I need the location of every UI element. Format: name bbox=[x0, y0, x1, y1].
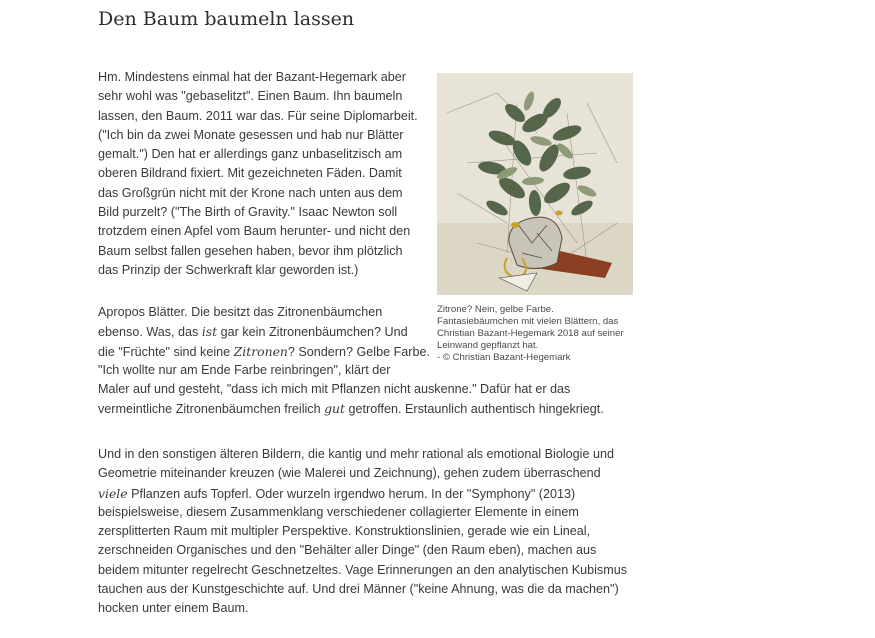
text-line: vermeintliche Zitronenbäumchen freilich gut getroffen. Erstaunlich authentisch hingekriegt. bbox=[98, 401, 604, 417]
text-line: beidem mitunter regelrecht Geschnetzeltes. Vage Erinnerungen an den analytischen Kubismus bbox=[98, 562, 628, 577]
text-line: Bild purzelt? ("The Birth of Gravity." Isaac Newton soll bbox=[98, 205, 398, 220]
paragraph-2 bbox=[98, 303, 604, 419]
article-heading: Den Baum baumeln lassen bbox=[98, 8, 355, 30]
caption-line: Leinwand gepflanzt hat. bbox=[437, 340, 539, 351]
text-line: zerschneiden Organisches und den "Behälter aller Dinge" (den Raum eben), machen aus bbox=[98, 543, 597, 558]
text-line: Hm. Mindestens einmal hat der Bazant-Hegemark aber bbox=[98, 70, 406, 84]
text-line: viele Pflanzen aufs Topferl. Oder wurzeln irgendwo herum. In der "Symphony" (2013) bbox=[98, 485, 576, 501]
text-line: ebenso. Was, das ist gar kein Zitronenbäumchen? Und bbox=[98, 324, 408, 340]
text-line: "Ich wollte nur am Ende Farbe reinbringen", klärt der bbox=[98, 362, 391, 377]
text-line: zersplitterten Raum mit multipler Perspektive. Konstruktionslinien, gerade wie ein Lineal, bbox=[98, 524, 591, 539]
text-line: die "Früchte" sind keine Zitronen? Sondern? Gelbe Farbe. bbox=[98, 343, 431, 359]
text-line: das Prinzip der Schwerkraft klar geworden ist.) bbox=[98, 262, 359, 277]
text-line: trotzdem einen Apfel vom Baum herunter- und nicht den bbox=[98, 224, 411, 239]
caption-credit: - © Christian Bazant-Hegemark bbox=[437, 352, 571, 363]
paragraph-1 bbox=[98, 68, 418, 280]
text-line: hocken unter einem Baum. bbox=[98, 601, 249, 616]
text-line: Maler auf und gesteht, "dass ich mich mit Pflanzen nicht auskenne." Dafür hat er das bbox=[98, 382, 571, 397]
caption-line: Christian Bazant-Hegemark 2018 auf seiner bbox=[437, 328, 624, 339]
text-line: tauchen aus der Kunstgeschichte auf. Und drei Männer ("keine Ahnung, was die da machen") bbox=[98, 582, 619, 597]
text-line: Geometrie miteinander kreuzen (wie Malerei und Zeichnung), gehen zudem überraschend bbox=[98, 466, 601, 481]
text-line: ("Ich bin da zwei Monate gesessen und hab nur Blätter bbox=[98, 127, 404, 142]
text-line: oberen Bildrand fixiert. Mit gezeichneten Fäden. Damit bbox=[98, 166, 402, 181]
text-line: lassen, den Baum. 2011 war das. Für seine Diplomarbeit. bbox=[98, 108, 418, 123]
emphasis: Zitronen bbox=[233, 343, 288, 359]
emphasis: viele bbox=[98, 485, 128, 501]
painting-image[interactable] bbox=[437, 73, 633, 295]
text-line: Und in den sonstigen älteren Bildern, die kantig und mehr rational als emotional Biologie und bbox=[98, 447, 614, 461]
emphasis: ist bbox=[201, 324, 218, 340]
text-line: beispielsweise, diesem Zusammenklang verschiedener collagierter Elemente in einem bbox=[98, 504, 579, 519]
text-line: Apropos Blätter. Die besitzt das Zitronenbäumchen bbox=[98, 305, 383, 319]
caption-line: Fantasiebäumchen mit vielen Blättern, das bbox=[437, 316, 619, 327]
text-line: gemalt.") Den hat er allerdings ganz unbaselitzisch am bbox=[98, 147, 403, 162]
caption-line: Zitrone? Nein, gelbe Farbe. bbox=[437, 304, 554, 315]
text-line: das Großgrün nicht mit der Krone nach unten aus dem bbox=[98, 185, 403, 200]
paragraph-3 bbox=[98, 445, 627, 619]
text-line: Baum selbst fallen gesehen haben, bevor ihm plötzlich bbox=[98, 243, 403, 258]
text-line: sehr wohl was "gebaselitzt". Einen Baum. Ihn baumeln bbox=[98, 89, 403, 104]
emphasis: gut bbox=[324, 401, 345, 417]
